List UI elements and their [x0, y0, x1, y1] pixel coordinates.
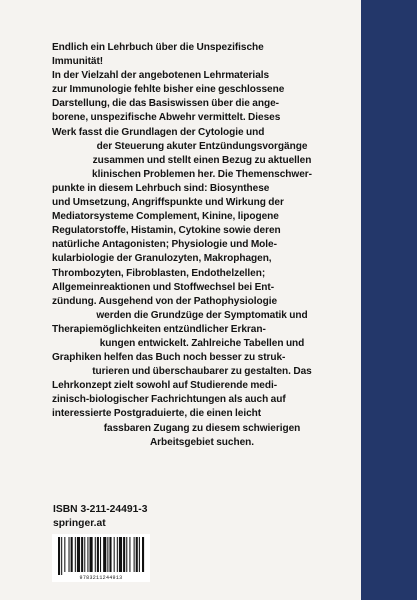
isbn-block [53, 503, 147, 531]
barcode-bar [97, 537, 99, 572]
blurb-line: klinischen Problemen her. Die Themenschwer- [92, 168, 312, 180]
barcode-bar [75, 537, 76, 572]
barcode-bar [90, 537, 93, 572]
blurb-line: zusammen und stellt einen Bezug zu aktuellen [92, 154, 312, 166]
blurb-line: turieren und überschaubarer zu gestalten. Das [92, 366, 312, 378]
blurb-line: Lehrkonzept zielt sowohl auf Studierende medi- [52, 380, 278, 392]
blurb-line: Darstellung, die das Basiswissen über die ange- [52, 98, 279, 110]
barcode-bar [58, 537, 60, 575]
barcode-bar [134, 537, 135, 572]
blurb-line: Thrombozyten, Fibroblasten, Endothelzellen; [52, 267, 266, 279]
blurb-line: Werk fasst die Grundlagen der Cytologie und [52, 126, 265, 138]
blurb-line: In der Vielzahl der angebotenen Lehrmaterials [52, 70, 270, 82]
blurb-line: natürliche Antagonisten; Physiologie und Mole- [52, 239, 277, 251]
barcode-bar [95, 537, 96, 572]
barcode-bar [69, 537, 70, 572]
blurb-line: Therapiemöglichkeiten entzündlicher Erkran- [52, 323, 266, 335]
barcode-bar [136, 537, 138, 572]
blurb-line: werden die Grundzüge der Symptomatik und [96, 309, 308, 321]
barcode-bar [126, 537, 127, 572]
barcode-bar [64, 537, 65, 572]
blurb-text [52, 41, 352, 450]
blurb-line: punkte in diesem Lehrbuch sind: Biosynthese [52, 182, 270, 194]
barcode-bar [77, 537, 80, 572]
barcode-bar [114, 537, 115, 572]
blurb-line: kungen entwickelt. Zahlreiche Tabellen und [99, 337, 305, 349]
barcode-bar [103, 537, 106, 572]
barcode-bar [107, 537, 108, 572]
barcode-digits: 9783211244913 [79, 575, 123, 581]
blurb-line: und Umsetzung, Angriffspunkte und Wirkung der [52, 197, 284, 209]
barcode-bar [100, 537, 101, 572]
barcode-bar [87, 537, 88, 572]
barcode-bar [139, 537, 140, 572]
barcode-bar [61, 537, 62, 575]
blurb-line: der Steuerung akuter Entzündungsvorgänge [96, 140, 308, 152]
publisher-website: springer.at [53, 518, 106, 530]
blurb-line: zur Immunologie fehlte bisher eine geschlossene [52, 84, 285, 96]
blurb-line: zinisch-biologischer Fachrichtungen als auch auf [52, 394, 286, 406]
barcode-bar [81, 537, 83, 572]
blurb-line: zündung. Ausgehend von der Pathophysiologie [52, 295, 278, 307]
barcode-bar [109, 537, 111, 572]
barcode-bar [84, 537, 85, 572]
spine-color-band [361, 0, 417, 600]
blurb-line: Regulatorstoffe, Histamin, Cytokine sowie deren [52, 225, 281, 237]
isbn-number: ISBN 3-211-24491-3 [53, 504, 148, 515]
blurb-line: kularbiologie der Granulozyten, Makrophagen, [52, 253, 272, 265]
blurb-line: Mediatorsysteme Complement, Kinine, lipogene [52, 211, 279, 223]
blurb-line: interessierte Postgraduierte, die einen leicht [52, 408, 262, 420]
barcode-bar [142, 537, 144, 572]
blurb-line: fassbaren Zugang zu diesem schwierigen [103, 422, 301, 434]
barcode-bar [117, 537, 118, 572]
blurb-line: Graphiken helfen das Buch noch besser zu struk- [52, 352, 286, 364]
blurb-line: Endlich ein Lehrbuch über die Unspezifische [52, 42, 264, 53]
barcode-bar [71, 537, 73, 572]
blurb-line: Arbeitsgebiet suchen. [149, 436, 255, 448]
blurb-line: Immunität! [52, 56, 104, 68]
blurb-line: Allgemeinreaktionen und Stoffwechsel bei Ent- [52, 281, 275, 293]
barcode-bar [119, 537, 122, 572]
barcode-bar [123, 537, 125, 572]
barcode-bars-icon [52, 534, 150, 576]
barcode-bar [129, 537, 130, 572]
blurb-line: borene, unspezifische Abwehr vermittelt. Dieses [52, 112, 281, 124]
barcode [52, 534, 150, 582]
